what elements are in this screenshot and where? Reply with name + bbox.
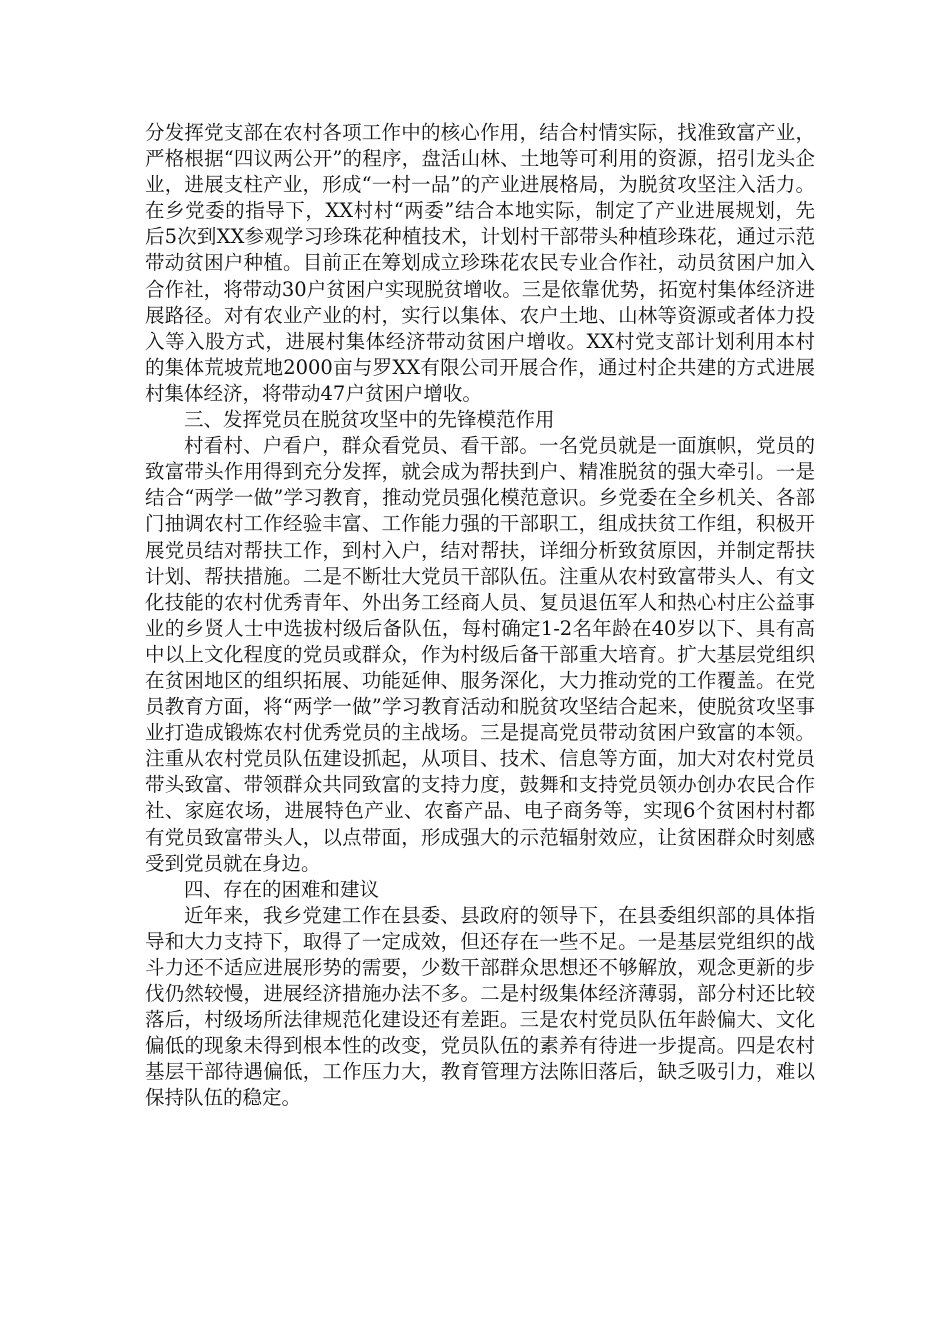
section-heading-party-members-role: 三、发挥党员在脱贫攻坚中的先锋模范作用 [184, 408, 555, 432]
paragraph-party-members-role: 村看村、户看户，群众看党员、看干部。一名党员就是一面旗帜，党员的致富带头作用得到充分发挥，就会成为帮扶到户、精准脱贫的强大牵引。一是结合“两学一做”学习教育，推动党员强化模范意识。乡党委在全乡机关、各部门抽调农村工作经验丰富、工作能力强的干部职工，组成扶贫工作组，积极开展党员结对帮扶工作，到村入户，结对帮扶，详细分析致贫原因，并制定帮扶计划、帮扶措施。二是不断壮大党员干部队伍。注重从农村致富带头人、有文化技能的农村优秀青年、外出务工经商人员、复员退伍军人和热心村庄公益事业的乡贤人士中选拔村级后备队伍，每村确定1-2名年龄在40岁以下、具有高中以上文化程度的党员或群众，作为村级后备干部重大培育。扩大基层党组织在贫困地区的组织拓展、功能延伸、服务深化，大力推动党的工作覆盖。在党员教育方面，将“两学一做”学习教育活动和脱贫攻坚结合起来，使脱贫攻坚事业打造成锻炼农村优秀党员的主战场。三是提高党员带动贫困户致富的本领。注重从农村党员队伍建设抓起，从项目、技术、信息等方面，加大对农村党员带头致富、带领群众共同致富的支持力度，鼓舞和支持党员领办创办农民合作社、家庭农场，进展特色产业、农畜产品、电子商务等，实现6个贫困村村都有党员致富带头人，以点带面，形成强大的示范辐射效应，让贫困群众时刻感受到党员就在身边。 [145, 434, 815, 875]
paragraph-industry-development: 分发挥党支部在农村各项工作中的核心作用，结合村情实际，找准致富产业，严格根据“四议两公开”的程序，盘活山林、土地等可利用的资源，招引龙头企业，进展支柱产业，形成“一村一品”的产业进展格局，为脱贫攻坚注入活力。在乡党委的指导下，XX村村“两委”结合本地实际，制定了产业进展规划，先后5次到XX参观学习珍珠花种植技术，计划村干部带头种植珍珠花，通过示范带动贫困户种植。目前正在筹划成立珍珠花农民专业合作社，动员贫困户加入合作社，将带动30户贫困户实现脱贫增收。三是依靠优势，拓宽村集体经济进展路径。对有农业产业的村，实行以集体、农户土地、山林等资源或者体力投入等入股方式，进展村集体经济带动贫困户增收。XX村党支部计划利用本村的集体荒坡荒地2000亩与罗XX有限公司开展合作，通过村企共建的方式进展村集体经济，将带动47户贫困户增收。 [145, 121, 815, 405]
document-body [145, 120, 815, 1112]
section-heading-difficulties: 四、存在的困难和建议 [184, 877, 380, 901]
paragraph-difficulties: 近年来，我乡党建工作在县委、县政府的领导下，在县委组织部的具体指导和大力支持下，取得了一定成效，但还存在一些不足。一是基层党组织的战斗力还不适应进展形势的需要，少数干部群众思想还不够解放，观念更新的步伐仍然较慢，进展经济措施办法不多。二是村级集体经济薄弱，部分村还比较落后，村级场所法律规范化建设还有差距。三是农村党员队伍年龄偏大、文化偏低的现象未得到根本性的改变，党员队伍的素养有待进一步提高。四是农村基层干部待遇偏低，工作压力大，教育管理方法陈旧落后，缺乏吸引力，难以保持队伍的稳定。 [145, 903, 815, 1110]
